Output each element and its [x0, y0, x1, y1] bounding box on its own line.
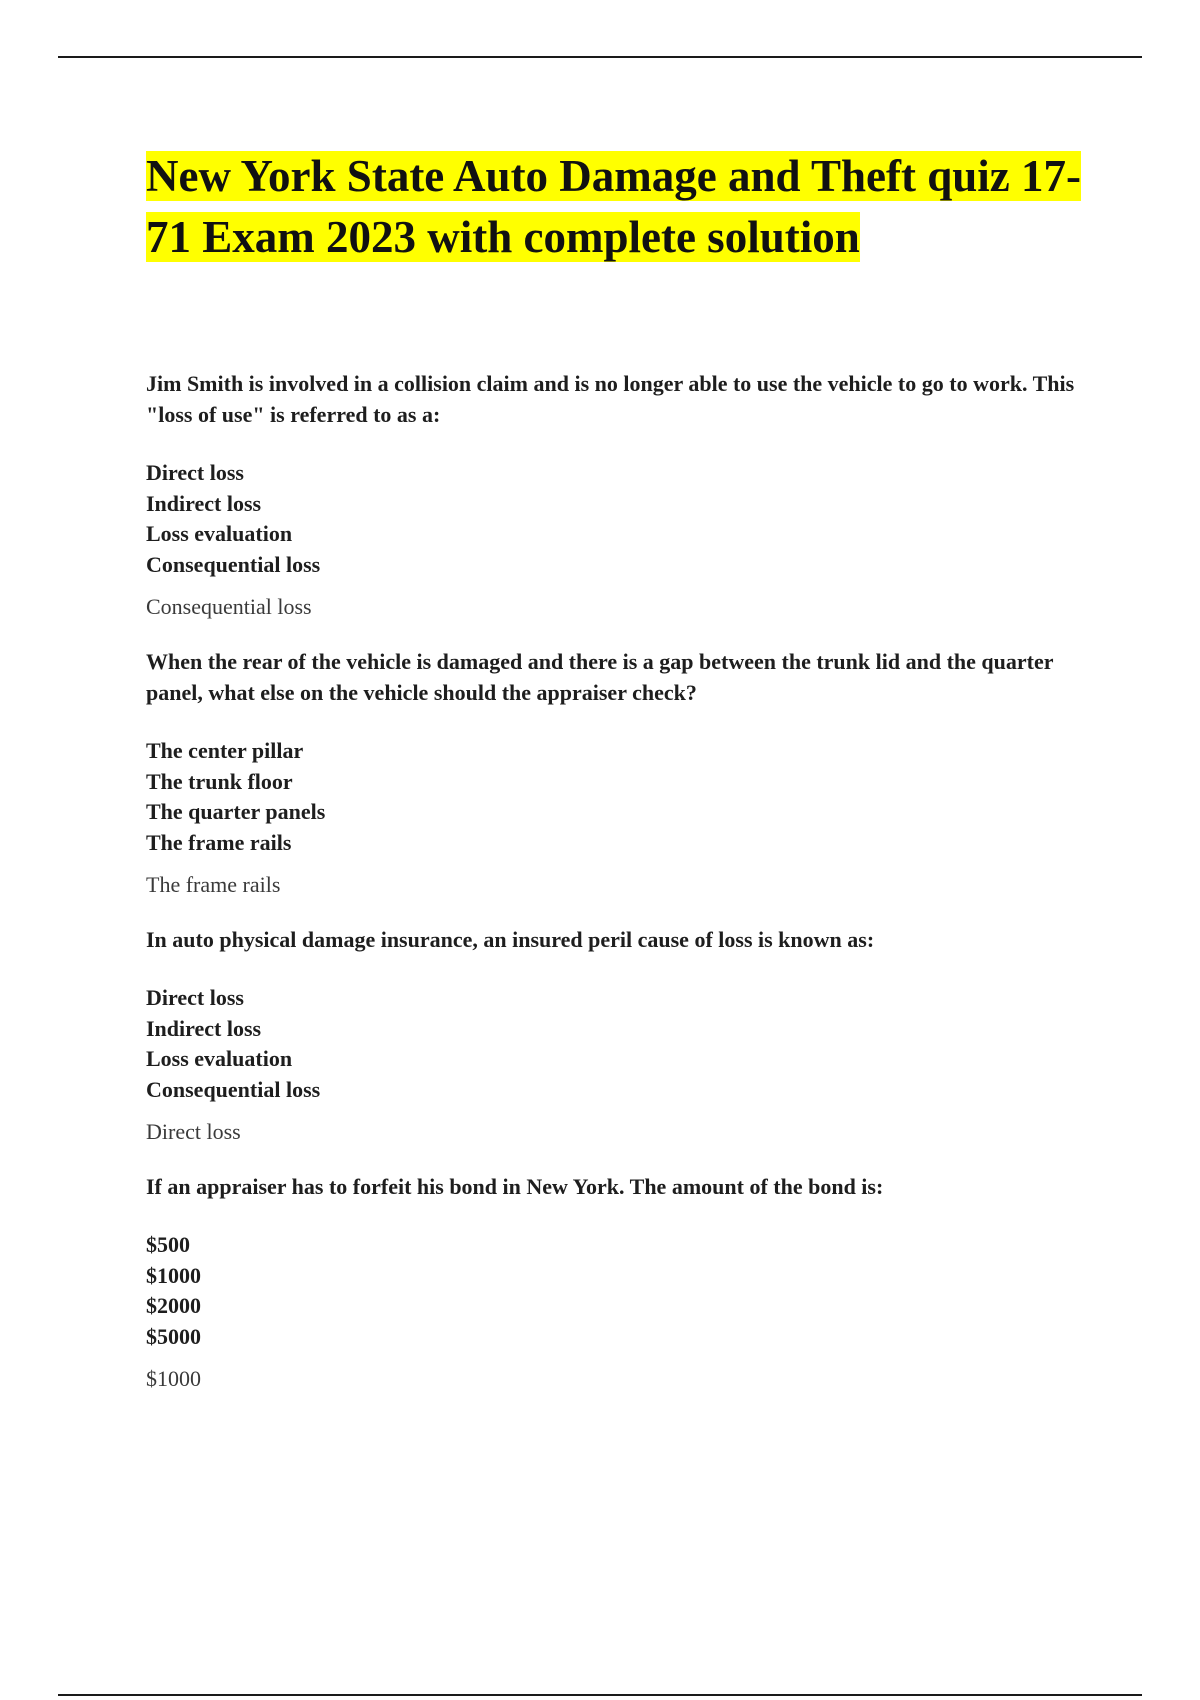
option-list [146, 458, 1106, 580]
question-text: If an appraiser has to forfeit his bond in New York. The amount of the bond is: [146, 1174, 884, 1199]
option-item: Indirect loss [146, 1015, 262, 1041]
question-text: Jim Smith is involved in a collision claim and is no longer able to use the vehicle to go to work. This "loss of use" is referred to as a: [146, 371, 1075, 427]
option-item: Consequential loss [146, 1076, 321, 1102]
option-item: The quarter panels [146, 799, 326, 824]
option-list [146, 1230, 1106, 1352]
option-item: $2000 [146, 1293, 201, 1318]
option-list [146, 736, 1106, 858]
question-text: In auto physical damage insurance, an insured peril cause of loss is known as: [146, 927, 875, 952]
option-item: The center pillar [146, 738, 304, 763]
question-2 [146, 646, 1106, 900]
option-item: Direct loss [146, 460, 244, 485]
option-item: Loss evaluation [146, 1046, 293, 1071]
title-highlight: New York State Auto Damage and Theft quiz 17-71 Exam 2023 with complete solution [146, 151, 1082, 262]
option-item: The trunk floor [146, 768, 293, 794]
document-body [146, 146, 1106, 1418]
answer-text: $1000 [146, 1366, 201, 1391]
question-1 [146, 368, 1106, 622]
option-item: Loss evaluation [146, 521, 293, 546]
option-item: Direct loss [146, 985, 244, 1010]
top-rule [58, 56, 1142, 58]
option-item: Consequential loss [146, 551, 321, 577]
bottom-rule [58, 1694, 1142, 1696]
option-item: Indirect loss [146, 490, 262, 516]
question-text: When the rear of the vehicle is damaged and there is a gap between the trunk lid and the quarter panel, what else on the vehicle should the appraiser check? [146, 649, 1054, 705]
document-title [146, 146, 1106, 268]
option-item: $500 [146, 1232, 190, 1257]
option-item: The frame rails [146, 829, 292, 855]
option-list [146, 983, 1106, 1105]
question-3 [146, 924, 1106, 1147]
option-item: $1000 [146, 1262, 201, 1288]
answer-text: Consequential loss [146, 594, 312, 619]
question-4 [146, 1171, 1106, 1394]
option-item: $5000 [146, 1323, 201, 1349]
answer-text: The frame rails [146, 872, 281, 897]
answer-text: Direct loss [146, 1119, 241, 1144]
